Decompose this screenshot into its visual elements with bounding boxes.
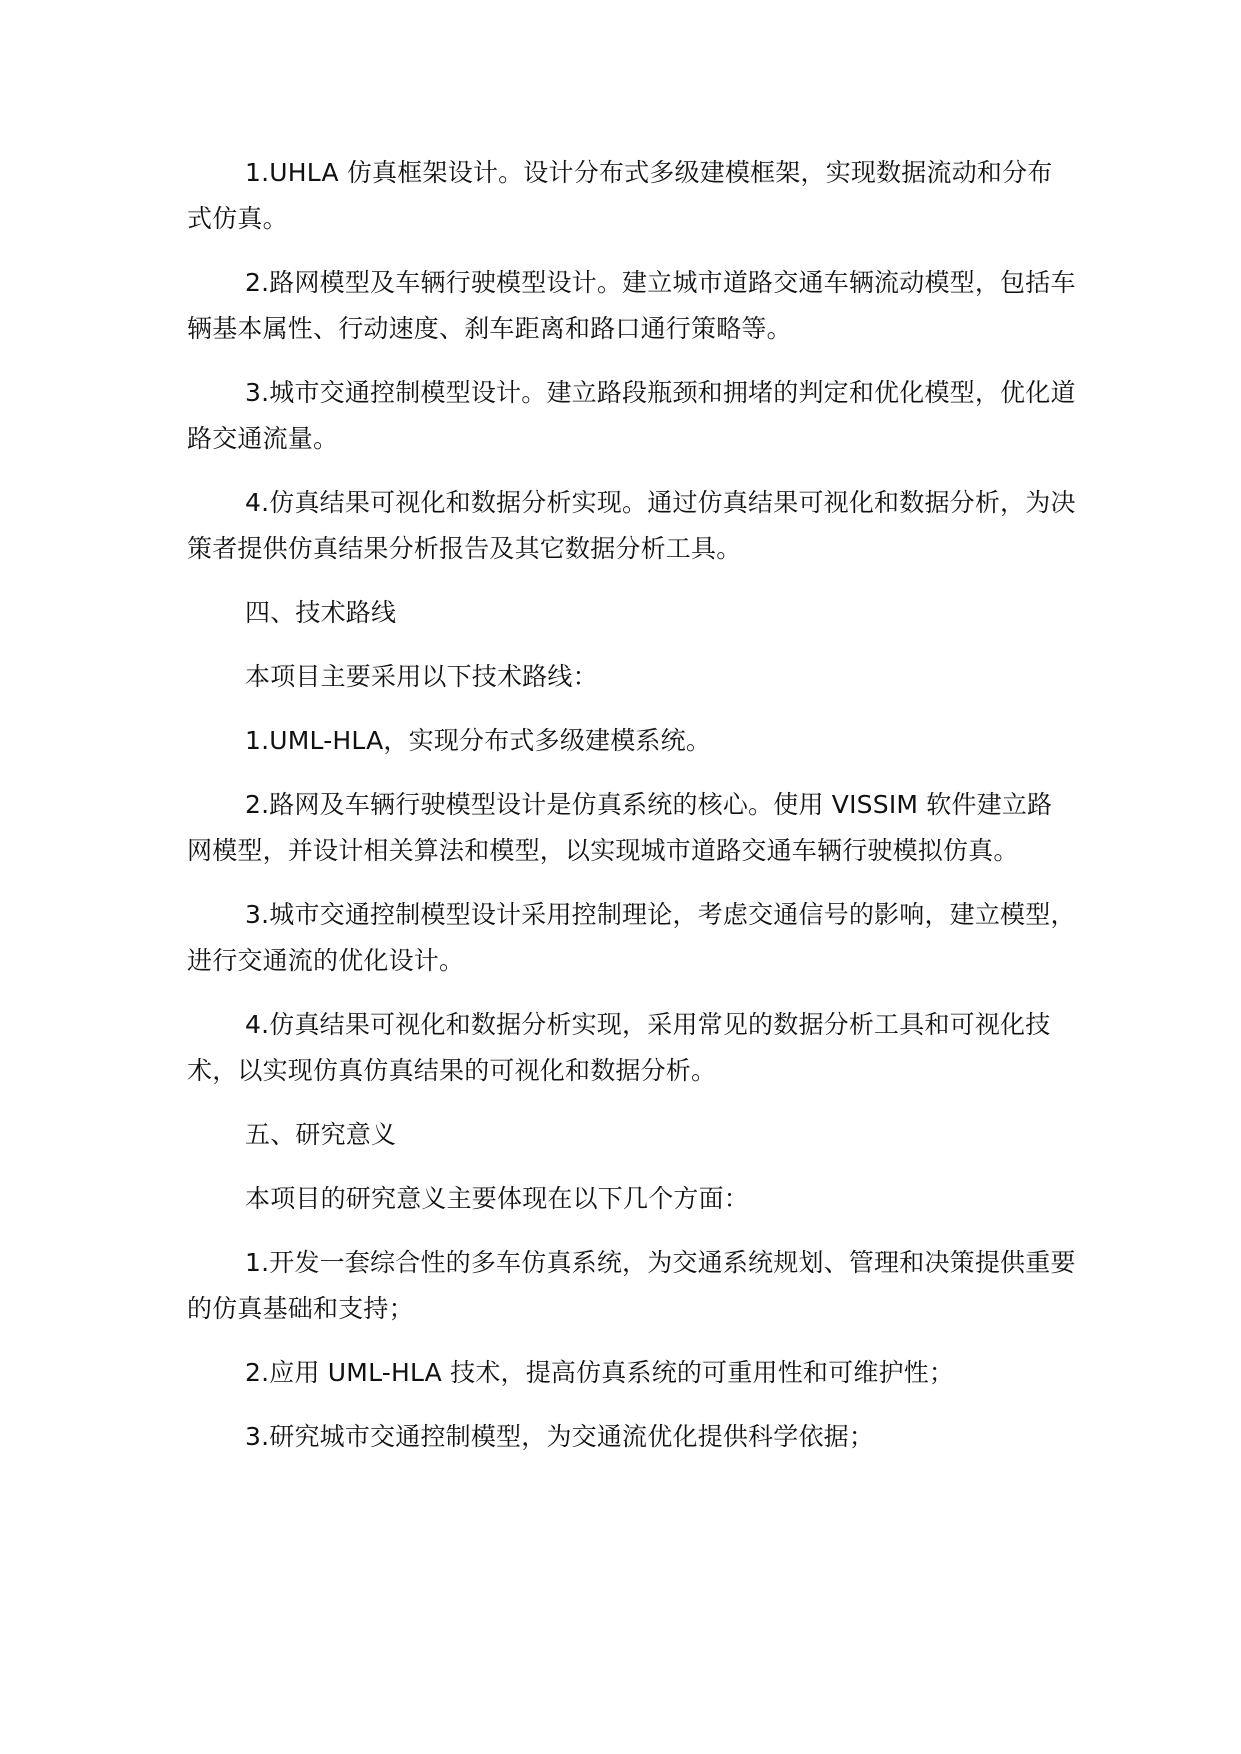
document-body [187,150,1077,1478]
paragraph: 1.UHLA 仿真框架设计。设计分布式多级建模框架，实现数据流动和分布式仿真。 [187,158,1053,233]
paragraph: 2.路网及车辆行驶模型设计是仿真系统的核心。使用 VISSIM 软件建立路网模型，并设计相关算法和模型，以实现城市道路交通车辆行驶模拟仿真。 [187,790,1053,865]
paragraph: 2.路网模型及车辆行驶模型设计。建立城市道路交通车辆流动模型，包括车辆基本属性、行动速度、刹车距离和路口通行策略等。 [187,268,1076,343]
section-heading: 五、研究意义 [245,1120,397,1149]
paragraph: 1.开发一套综合性的多车仿真系统，为交通系统规划、管理和决策提供重要的仿真基础和支持； [187,1248,1076,1323]
paragraph: 1.UML-HLA，实现分布式多级建模系统。 [245,726,712,755]
paragraph: 2.应用 UML-HLA 技术，提高仿真系统的可重用性和可维护性； [245,1358,955,1387]
paragraph: 3.城市交通控制模型设计采用控制理论，考虑交通信号的影响，建立模型，进行交通流的优化设计。 [187,900,1076,975]
paragraph: 本项目的研究意义主要体现在以下几个方面： [245,1184,750,1213]
paragraph: 4.仿真结果可视化和数据分析实现。通过仿真结果可视化和数据分析，为决策者提供仿真结果分析报告及其它数据分析工具。 [187,488,1076,563]
paragraph: 3.研究城市交通控制模型，为交通流优化提供科学依据； [245,1422,875,1451]
paragraph: 3.城市交通控制模型设计。建立路段瓶颈和拥堵的判定和优化模型，优化道路交通流量。 [187,378,1076,453]
paragraph: 4.仿真结果可视化和数据分析实现，采用常见的数据分析工具和可视化技术，以实现仿真仿真结果的可视化和数据分析。 [187,1010,1051,1085]
section-heading: 四、技术路线 [245,598,397,627]
paragraph: 本项目主要采用以下技术路线： [245,662,598,691]
